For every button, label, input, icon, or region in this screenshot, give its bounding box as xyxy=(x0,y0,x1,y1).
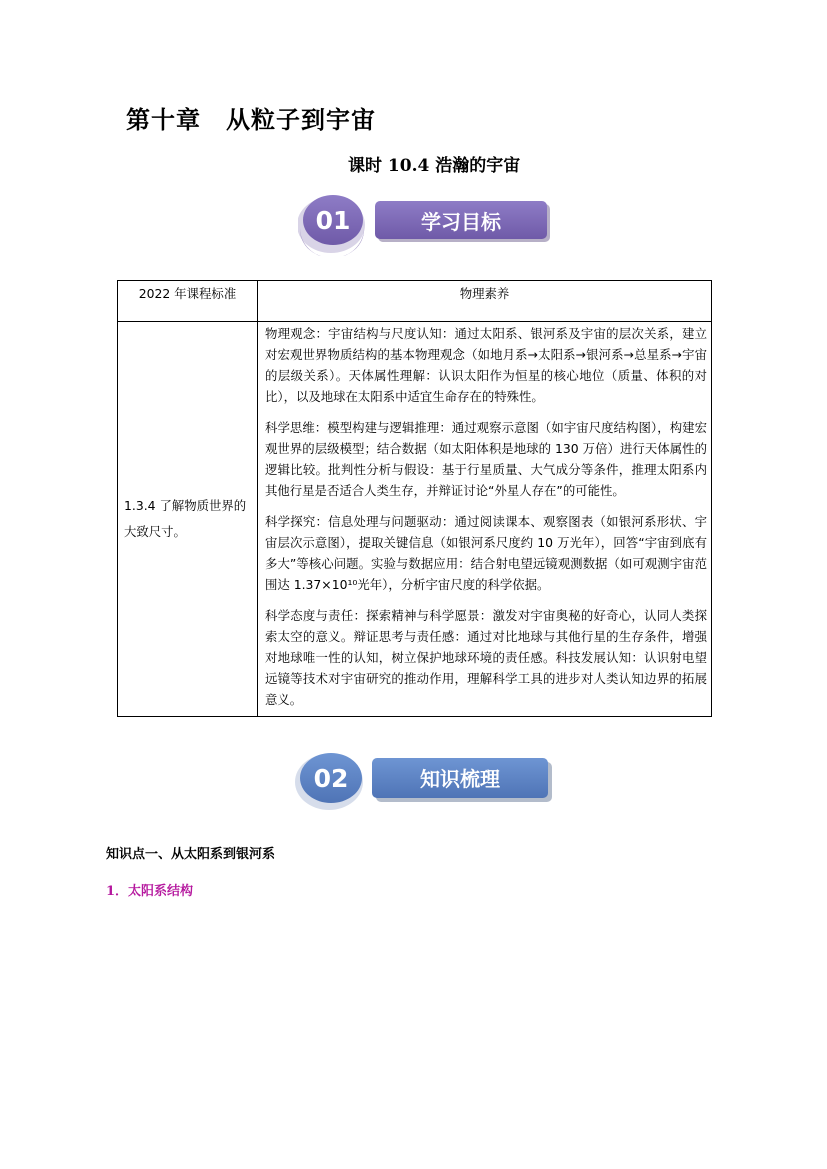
literacy-scientific-thinking: 科学思维：模型构建与逻辑推理：通过观察示意图（如宇宙尺度结构图），构建宏观世界的层级模型；结合数据（如太阳体积是地球的 130 万倍）进行天体属性的逻辑比较。批判性分析与假设：基于行星质量、大气成分等条件，推理太阳系内其他行星是否适合人类生存，并辩证讨论“外星人存在”的可能性。 xyxy=(265,420,707,498)
banner-label: 知识梳理 xyxy=(420,767,500,791)
table-row xyxy=(118,322,712,717)
knowledge-point-title: 知识点一、从太阳系到银河系 xyxy=(106,847,276,862)
section-banner-learning-goals xyxy=(298,192,558,256)
literacy-physics-concept: 物理观念：宇宙结构与尺度认知：通过太阳系、银河系及宇宙的层次关系，建立对宏观世界物质结构的基本物理观念（如地月系→太阳系→银河系→总星系→宇宙的层级关系）。天体属性理解：认识太阳作为恒星的核心地位（质量、体积的对比），以及地球在太阳系中适宜生命存在的特殊性。 xyxy=(265,326,707,404)
table-header-standard: 2022 年课程标准 xyxy=(118,281,258,322)
literacy-attitude-responsibility: 科学态度与责任：探索精神与科学愿景：激发对宇宙奥秘的好奇心，认同人类探索太空的意义。辩证思考与责任感：通过对比地球与其他行星的生存条件，增强对地球唯一性的认知，树立保护地球环境的责任感。科技发展认知：认识射电望远镜等技术对宇宙研究的推动作用，理解科学工具的进步对人类认知边界的拓展意义。 xyxy=(265,608,707,707)
standard-cell: 1.3.4 了解物质世界的大致尺寸。 xyxy=(118,322,258,717)
table-header-literacy: 物理素养 xyxy=(258,281,712,322)
table-header-row xyxy=(118,281,712,322)
chapter-title: 第十章 从粒子到宇宙 xyxy=(126,105,376,134)
banner-number: 02 xyxy=(313,764,349,793)
section-banner-knowledge-review xyxy=(294,750,558,814)
banner-number: 01 xyxy=(315,206,351,235)
literacy-scientific-inquiry: 科学探究：信息处理与问题驱动：通过阅读课本、观察图表（如银河系形状、宇宙层次示意图），提取关键信息（如银河系尺度约 10 万光年），回答“宇宙到底有多大”等核心问题。实验与数据应用：结合射电望远镜观测数据（如可观测宇宙范围达 1.37×10¹⁰光年），分析宇宙尺度的科学依据。 xyxy=(265,514,707,592)
curriculum-table xyxy=(117,280,712,717)
lesson-title: 课时 10.4 浩瀚的宇宙 xyxy=(348,156,521,176)
literacy-cell xyxy=(258,322,712,717)
subsection-title: 1．太阳系结构 xyxy=(106,884,194,899)
banner-label: 学习目标 xyxy=(421,210,501,234)
